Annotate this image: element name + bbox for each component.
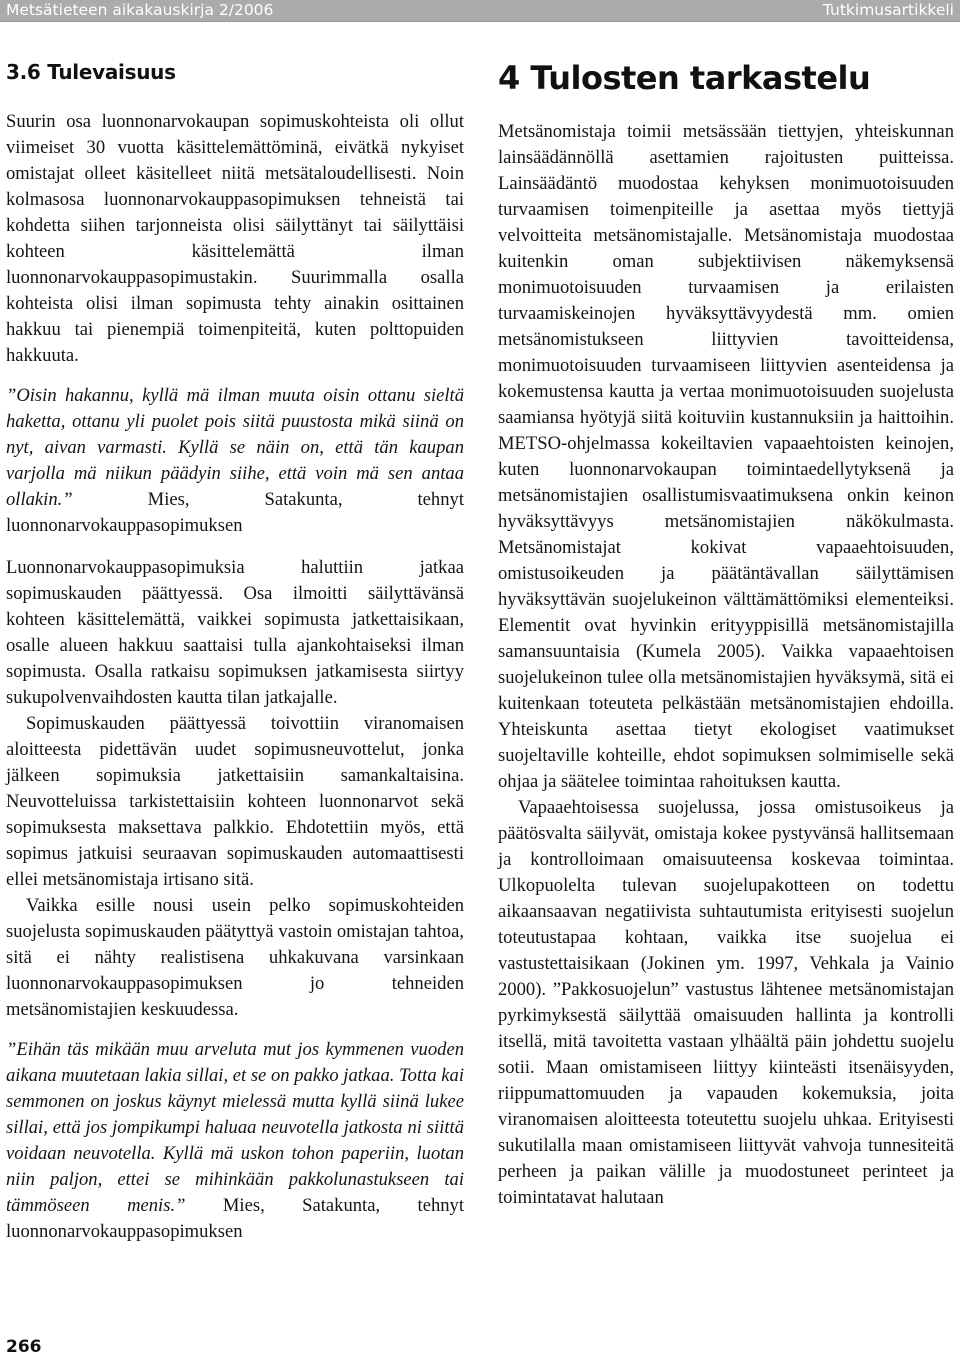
quote-text: ”Eihän täs mikään muu arveluta mut jos kymmenen vuoden aikana muutetaan lakia sillai, et se on pakko jatkaa. Totta kai semmonen on joskus käynyt mielessä mutta kyllä siinä lukee sillai, että jos jompikumpi haluaa neuvotella jatkosta ni siittä voidaan neuvotella. Kyllä mä uskon tohon paperiin, luotan niin paljon, ettei se mihinkään pakkolunastukseen tai tämmöseen menis.” xyxy=(6,1039,464,1216)
running-header xyxy=(0,0,960,22)
left-column xyxy=(6,58,464,1245)
journal-title: Metsätieteen aikakauskirja 2/2006 xyxy=(6,1,274,19)
right-column xyxy=(498,58,954,1211)
paragraph: Sopimuskauden päättyessä toivottiin viranomaisen aloitteesta pidettävän uudet sopimusneuvottelut, jonka jälkeen sopimuksia jatkettaisiin samankaltaisina. Neuvotteluissa tarkistettaisiin kohteen luonnonarvot sekä sopimuksesta maksettava palkkio. Ehdotettiin myös, että sopimus jatkuisi seuraavan sopimuskauden automaattisesti ellei metsänomistaja irtisano sitä. xyxy=(6,713,464,890)
interview-quote xyxy=(6,383,464,539)
paragraph: Vapaaehtoisessa suojelussa, jossa omistusoikeus ja päätösvalta säilyvät, omistaja kokee pystyvänsä hallitsemaan ja kontrolloimaan omaisuuteensa koskevaa toimintaa. Ulkopuolelta tulevan suojelupakotteen on todettu aikaansaavan negatiivista suhtautumista erityisesti suojelun toteutustapaa kohtaan, vaikka itse suojelua ei vastustettaisikaan (Jokinen ym. 1997, Vehkala ja Vainio 2000). ”Pakkosuojelun” vastustus lähtenee metsänomistajan pyrkimyksestä säilyttää omaisuuden hallinta ja kontrolli itsellä, mitä tavoitetta vastaan ylhäältä päin johdettu suojelu sotii. Maan omistamiseen liittyy kiinteästi itsenäisyyden, riippumattomuuden ja vapauden kokemuksia, joita viranomaisen aloitteesta toteutettu suojelu uhkaa. Erityisesti sukutilalla maan omistamiseen liittyvät vahvoja tunnesiteitä perheen ja paikan välille ja muodostuneet perinteet ja toimintatavat halutaan xyxy=(498,797,954,1208)
section-heading-future: 3.6 Tulevaisuus xyxy=(6,60,176,84)
interview-quote xyxy=(6,1037,464,1245)
section-heading-discussion: 4 Tulosten tarkastelu xyxy=(498,59,871,97)
quote-source: Mies, Satakunta, tehnyt luonnonarvokauppasopimuksen xyxy=(6,1195,465,1242)
quote-source: Mies, Satakunta, tehnyt luonnonarvokauppasopimuksen xyxy=(6,489,464,536)
paragraph: Vaikka esille nousi usein pelko sopimuskohteiden suojelusta sopimuskauden päätyttyä vastoin omistajan tahtoa, sitä ei nähty realistisena uhkakuvana varsinkaan luonnonarvokauppasopimuksen jo tehneiden metsänomistajien keskuudessa. xyxy=(6,895,464,1020)
paragraph: Metsänomistaja toimii metsässään tiettyjen, yhteiskunnan lainsäädännöllä asettamien rajoitusten puitteissa. Lainsäädäntö muodostaa kehyksen monimuotoisuuden turvaamisen toimenpiteille ja asettaa myös tiettyjä velvoitteita metsänomistajalle. Metsänomistaja muodostaa kuitenkin oman subjektiivisen näkemyksensä monimuotoisuuden turvaamisen ja erilaisten turvaamiskeinojen hyväksyttävyydestä mm. omien metsänomistukseen liittyvien tavoitteidensa, monimuotoisuuden turvaamiseen liittyvien asenteidensa ja kokemustensa kautta ja vertaa monimuotoisuuden suojelusta saamiansa hyötyjä siitä koituviin kustannuksiin ja haittoihin. METSO-ohjelmassa kokeiltavien vapaaehtoisten keinojen, kuten luonnonarvokaupan toimintaedellytyksenä ja metsänomistajien osallistumisvaatimuksena onkin keinon hyväksyttävyys metsänomistajien näkökulmasta. Metsänomistajat kokivat vapaaehtoisuuden, omistusoikeuden ja päätäntävallan säilyttämisen hyväksyttävän suojelukeinon välttämättömiksi elementeiksi. Elementit ovat hyvinkin erityyppisillä metsänomistajilla samansuuntaisia (Kumela 2005). Vaikka vapaaehtoisen suojelukeinon tulee olla metsänomistajien hyväksymä, sitä ei kuitenkaan toteuteta pelkästään metsänomistajien ehdoilla. Yhteiskunta asettaa tietyt ekologiset vaatimukset suojeltaville kohteille, ehdot sopimuksen solmimiselle sekä ohjaa ja säätelee toimintaa rahoituksen kautta. xyxy=(498,121,954,792)
article-type: Tutkimusartikkeli xyxy=(822,1,954,19)
page-number: 266 xyxy=(6,1337,42,1357)
paragraph: Luonnonarvokauppasopimuksia haluttiin jatkaa sopimuskauden päättyessä. Osa ilmoitti säilyttävänsä kohteen käsittelemättä, vaikkei sopimusta jatkettaisikaan, osalle alueen hakkuu saattaisi tulla ajankohtaiseksi ilman sopimusta. Osalla ratkaisu sopimuksen jatkamisesta siirtyy sukupolvenvaihdosten kautta tilan jatkajalle. xyxy=(6,557,464,708)
quote-text: ”Oisin hakannu, kyllä mä ilman muuta oisin ottanu sieltä haketta, ottanu yli puolet pois siitä puustosta mikä siinä on nyt, aivan varmasti. Kyllä se näin on, että tän kaupan varjolla mä niikun päädyin siihe, että voin mä sen antaa ollakin.” xyxy=(6,385,464,510)
paragraph: Suurin osa luonnonarvokaupan sopimuskohteista oli ollut viimeiset 30 vuotta käsittelemättöminä, eivätkä nykyiset omistajat olleet käsitelleet niitä metsätaloudellisesti. Noin kolmasosa luonnonarvokauppasopimuksen tehneistä tai kohdetta siihen tarjonneista olisi säilyttänyt tai säilyttäisi kohteen käsittelemättä ilman luonnonarvokauppasopimustakin. Suurimmalla osalla kohteista olisi ilman sopimusta tehty ainakin osittainen hakkuu tai pienempiä toimenpiteitä, kuten polttopuiden hakkuuta. xyxy=(6,111,464,366)
